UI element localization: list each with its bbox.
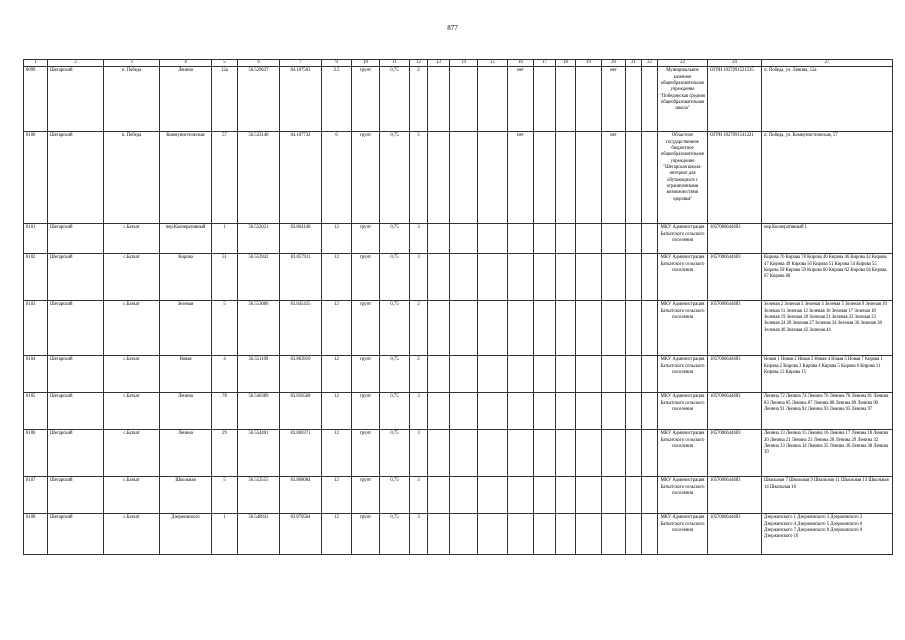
cell-c12: 3: [410, 477, 428, 514]
cell-street: Зеленая: [160, 301, 212, 356]
cell-ogrn: ОГРН 1027091541221: [708, 132, 762, 224]
cell-house: 1: [212, 514, 238, 555]
cell-c12: 2: [410, 356, 428, 393]
cell-settlement: с.Баткат: [104, 224, 160, 254]
cell-c10: грунт: [352, 514, 380, 555]
cell-empty: [576, 356, 602, 393]
cell-lat: 56.553006: [238, 301, 280, 356]
cell-empty: [556, 356, 576, 393]
cell-empty: [556, 301, 576, 356]
cell-org: МКУ Администрация Баткатского сельского поселения: [658, 477, 708, 514]
table-row: [24, 67, 893, 132]
cell-district: Шегарский: [48, 132, 104, 224]
cell-lon: 83.864148: [280, 224, 322, 254]
cell-empty: [534, 224, 556, 254]
column-header: 11: [380, 60, 410, 67]
cell-house: 1: [212, 224, 238, 254]
cell-empty: [534, 477, 556, 514]
cell-street: Дзержинского: [160, 514, 212, 555]
cell-c10: грунт: [352, 356, 380, 393]
cell-n: 8100: [24, 132, 48, 224]
cell-address: пер.Кооперативный 1: [762, 224, 893, 254]
column-header: 7: [280, 60, 322, 67]
cell-empty: [626, 67, 642, 132]
cell-c16: нет: [508, 132, 534, 224]
cell-lon: 83.857911: [280, 254, 322, 301]
cell-lon: 83.863910: [280, 356, 322, 393]
cell-c9: 12: [322, 477, 352, 514]
cell-empty: [478, 301, 508, 356]
column-header: 3: [104, 60, 160, 67]
cell-settlement: п. Победа: [104, 132, 160, 224]
cell-empty: [478, 67, 508, 132]
column-header: 27: [762, 60, 893, 67]
cell-ogrn: 1057006644683: [708, 356, 762, 393]
cell-org: МКУ Администрация Баткатского сельского поселения: [658, 224, 708, 254]
cell-empty: [556, 254, 576, 301]
cell-n: 8105: [24, 393, 48, 430]
cell-lat: 56.552021: [238, 224, 280, 254]
column-header: 24: [708, 60, 762, 67]
cell-empty: [556, 477, 576, 514]
cell-empty: [534, 356, 556, 393]
cell-org: МКУ Администрация Баткатского сельского поселения: [658, 356, 708, 393]
cell-empty: [626, 477, 642, 514]
cell-settlement: с.Баткат: [104, 254, 160, 301]
cell-empty: [428, 254, 450, 301]
cell-lat: 56.548941: [238, 514, 280, 555]
cell-house: 5: [212, 301, 238, 356]
cell-street: Кирова: [160, 254, 212, 301]
cell-c20: [602, 430, 626, 477]
cell-empty: [450, 132, 478, 224]
cell-empty: [626, 132, 642, 224]
cell-empty: [642, 477, 658, 514]
cell-empty: [478, 132, 508, 224]
cell-c10: грунт: [352, 254, 380, 301]
cell-house: 5: [212, 477, 238, 514]
cell-c16: нет: [508, 67, 534, 132]
cell-empty: [642, 132, 658, 224]
cell-empty: [428, 356, 450, 393]
cell-empty: [478, 224, 508, 254]
cell-c16: [508, 301, 534, 356]
cell-settlement: с.Баткат: [104, 301, 160, 356]
table-row: [24, 430, 893, 477]
cell-street: Ленина: [160, 393, 212, 430]
cell-c20: [602, 477, 626, 514]
cell-district: Шегарский: [48, 514, 104, 555]
cell-street: Коммунистическая: [160, 132, 212, 224]
cell-c9: 12: [322, 393, 352, 430]
cell-empty: [642, 430, 658, 477]
cell-address: Зеленая 2 Зеленая 3 Зеленая 4 Зеленая 5 Зеленая 9 Зеленая 10 Зеленая 11 Зеленая 12 Зеленая 16 Зеленая 17 Зеленая 18 Зеленая 19 Зеленая 20 Зеленая 21 Зеленая 22 Зеленая 23 Зеленая 24 28 Зеленая 27 Зеленая 34 Зеленая 36 Зеленая 38 Зеленая 40 Зеленая 42 Зеленая 44: [762, 301, 893, 356]
cell-lon: 83.856568: [280, 393, 322, 430]
cell-c9: 12: [322, 224, 352, 254]
cell-empty: [450, 224, 478, 254]
cell-c11: 0,75: [380, 254, 410, 301]
cell-c12: 3: [410, 393, 428, 430]
cell-empty: [478, 514, 508, 555]
cell-empty: [556, 430, 576, 477]
cell-street: Ленина: [160, 67, 212, 132]
cell-empty: [642, 254, 658, 301]
cell-empty: [642, 67, 658, 132]
cell-empty: [576, 430, 602, 477]
cell-org: Муниципальное казенное общеобразовательное учреждение "Побединская средняя общеобразовательная школа": [658, 67, 708, 132]
cell-empty: [450, 393, 478, 430]
cell-c16: [508, 356, 534, 393]
cell-empty: [428, 301, 450, 356]
cell-empty: [642, 356, 658, 393]
cell-empty: [626, 430, 642, 477]
cell-settlement: с.Баткат: [104, 393, 160, 430]
column-header: 16: [508, 60, 534, 67]
cell-c11: 0,75: [380, 514, 410, 555]
cell-empty: [478, 254, 508, 301]
column-header: 20: [602, 60, 626, 67]
cell-house: 12а: [212, 67, 238, 132]
cell-c11: 0,75: [380, 430, 410, 477]
cell-address: п. Победа, ул. Коммунистическая, 57: [762, 132, 893, 224]
column-header: 5: [212, 60, 238, 67]
cell-settlement: с.Баткат: [104, 430, 160, 477]
cell-n: 8101: [24, 224, 48, 254]
cell-org: МКУ Администрация Баткатского сельского поселения: [658, 301, 708, 356]
cell-c10: грунт: [352, 67, 380, 132]
cell-district: Шегарский: [48, 393, 104, 430]
cell-house: 51: [212, 254, 238, 301]
column-header: 22: [642, 60, 658, 67]
cell-c9: 12: [322, 254, 352, 301]
cell-c11: 0,75: [380, 393, 410, 430]
cell-c11: 0,75: [380, 356, 410, 393]
cell-address: Школьная 7 Школьная 9 Школьная 11 Школьная 13 Школьная 14 Школьная 16: [762, 477, 893, 514]
cell-lat: 56.553942: [238, 254, 280, 301]
cell-empty: [478, 356, 508, 393]
cell-empty: [576, 477, 602, 514]
cell-org: МКУ Администрация Баткатского сельского поселения: [658, 254, 708, 301]
cell-address: Ленина 72 Ленина 74 Ленина 76 Ленина 78 Ленина 81 Ленина 83 Ленина 85 Ленина 87 Ленина 88 Ленина 89 Ленина 90 Ленина 91 Ленина 92 Ленина 93 Ленина 95 Ленина 97: [762, 393, 893, 430]
cell-c20: [602, 224, 626, 254]
cell-c12: 5: [410, 132, 428, 224]
column-header: 9: [322, 60, 352, 67]
cell-lat: 56.533140: [238, 132, 280, 224]
column-header: 13: [428, 60, 450, 67]
cell-empty: [642, 393, 658, 430]
cell-empty: [626, 356, 642, 393]
cell-empty: [450, 514, 478, 555]
cell-n: 8103: [24, 301, 48, 356]
cell-c12: 3: [410, 224, 428, 254]
table-row: [24, 393, 893, 430]
cell-c20: [602, 393, 626, 430]
cell-c11: 0,75: [380, 477, 410, 514]
column-header: 18: [556, 60, 576, 67]
cell-org: МКУ Администрация Баткатского сельского поселения: [658, 430, 708, 477]
cell-empty: [576, 301, 602, 356]
cell-lon: 83.845435: [280, 301, 322, 356]
cell-street: Школьная: [160, 477, 212, 514]
cell-empty: [428, 224, 450, 254]
cell-ogrn: 1057006644683: [708, 430, 762, 477]
cell-c9: 12: [322, 356, 352, 393]
cell-c10: грунт: [352, 430, 380, 477]
cell-org: МКУ Администрация Баткатского сельского поселения: [658, 393, 708, 430]
cell-empty: [534, 514, 556, 555]
cell-lon: 83.868084: [280, 477, 322, 514]
cell-empty: [428, 393, 450, 430]
cell-c12: 2: [410, 301, 428, 356]
cell-house: 57: [212, 132, 238, 224]
table-row: [24, 254, 893, 301]
cell-ogrn: 1057006644683: [708, 254, 762, 301]
cell-empty: [534, 301, 556, 356]
cell-empty: [428, 67, 450, 132]
cell-empty: [478, 430, 508, 477]
cell-c20: [602, 301, 626, 356]
register-table: [23, 59, 893, 555]
cell-empty: [478, 477, 508, 514]
column-header: 10: [352, 60, 380, 67]
cell-empty: [556, 224, 576, 254]
cell-lat: 56.546389: [238, 393, 280, 430]
cell-c16: [508, 224, 534, 254]
cell-address: Дзержинского 1 Дзержинского 3 Дзержинского 3 Дзержинского 4 Дзержинского 5 Дзержинского 6 Дзержинского 7 Дзержинского 8 Дзержинского 9 Дзержинского 10: [762, 514, 893, 555]
table-row: [24, 356, 893, 393]
cell-house: 78: [212, 393, 238, 430]
cell-c11: 0,75: [380, 67, 410, 132]
cell-district: Шегарский: [48, 301, 104, 356]
cell-org: МКУ Администрация Баткатского сельского поселения: [658, 514, 708, 555]
cell-empty: [576, 254, 602, 301]
column-header: 15: [478, 60, 508, 67]
cell-c10: грунт: [352, 224, 380, 254]
page-number: 877: [447, 24, 458, 32]
cell-address: п. Победа, ул. Ленина, 12а: [762, 67, 893, 132]
column-header: 21: [626, 60, 642, 67]
cell-house: 4: [212, 356, 238, 393]
cell-settlement: с.Баткат: [104, 477, 160, 514]
cell-empty: [556, 132, 576, 224]
cell-empty: [428, 132, 450, 224]
cell-empty: [478, 393, 508, 430]
cell-lon: 84.107503: [280, 67, 322, 132]
cell-c11: 0,75: [380, 132, 410, 224]
cell-ogrn: 1057006644683: [708, 224, 762, 254]
cell-empty: [626, 393, 642, 430]
cell-c11: 0,75: [380, 301, 410, 356]
column-header: 4: [160, 60, 212, 67]
cell-n: 8107: [24, 477, 48, 514]
cell-empty: [576, 514, 602, 555]
cell-c10: грунт: [352, 477, 380, 514]
cell-settlement: с.Баткат: [104, 356, 160, 393]
cell-district: Шегарский: [48, 254, 104, 301]
cell-n: 8108: [24, 514, 48, 555]
cell-empty: [626, 254, 642, 301]
cell-lon: 83.869371: [280, 430, 322, 477]
cell-district: Шегарский: [48, 356, 104, 393]
column-header: 14: [450, 60, 478, 67]
table-row: [24, 224, 893, 254]
cell-district: Шегарский: [48, 67, 104, 132]
column-header: 17: [534, 60, 556, 67]
cell-c16: [508, 477, 534, 514]
cell-c20: нет: [602, 132, 626, 224]
cell-empty: [450, 301, 478, 356]
cell-c20: нет: [602, 67, 626, 132]
cell-c20: [602, 254, 626, 301]
cell-c10: грунт: [352, 301, 380, 356]
cell-street: пер.Кооперативный: [160, 224, 212, 254]
cell-empty: [428, 430, 450, 477]
cell-empty: [450, 477, 478, 514]
cell-empty: [576, 67, 602, 132]
cell-empty: [642, 301, 658, 356]
cell-settlement: с.Баткат: [104, 514, 160, 555]
table-row: [24, 301, 893, 356]
cell-ogrn: ОГРН 1027091521535: [708, 67, 762, 132]
cell-lat: 56.529637: [238, 67, 280, 132]
cell-ogrn: 1057006644683: [708, 393, 762, 430]
column-header: 2: [48, 60, 104, 67]
cell-c9: 12: [322, 514, 352, 555]
cell-ogrn: 1057006644683: [708, 514, 762, 555]
cell-empty: [626, 224, 642, 254]
cell-c20: [602, 514, 626, 555]
column-header: 1: [24, 60, 48, 67]
cell-ogrn: 1057006644683: [708, 477, 762, 514]
cell-c9: 6: [322, 132, 352, 224]
cell-empty: [556, 514, 576, 555]
column-header: 23: [658, 60, 708, 67]
cell-empty: [428, 477, 450, 514]
cell-c12: 3: [410, 254, 428, 301]
cell-empty: [576, 393, 602, 430]
cell-street: Новая: [160, 356, 212, 393]
cell-c16: [508, 514, 534, 555]
cell-empty: [576, 132, 602, 224]
cell-address: Ленина 13 Ленина 15 Ленина 16 Ленина 17 Ленина 18 Ленина 20 Ленина 21 Ленина 23 Ленина 28 Ленина 29 Ленина 32 Ленина 33 Ленина 34 Ленина 35 Ленина 36 Ленина 38 Ленина 39: [762, 430, 893, 477]
cell-empty: [626, 514, 642, 555]
cell-lat: 56.552555: [238, 477, 280, 514]
cell-district: Шегарский: [48, 477, 104, 514]
cell-district: Шегарский: [48, 430, 104, 477]
cell-c9: 12: [322, 430, 352, 477]
table-row: [24, 477, 893, 514]
cell-c16: [508, 393, 534, 430]
cell-n: 8102: [24, 254, 48, 301]
cell-empty: [428, 514, 450, 555]
cell-street: Ленина: [160, 430, 212, 477]
cell-c9: 12: [322, 301, 352, 356]
cell-c9: 2.5: [322, 67, 352, 132]
cell-lon: 84.107732: [280, 132, 322, 224]
cell-c12: 3: [410, 514, 428, 555]
table-row: [24, 514, 893, 555]
cell-empty: [642, 514, 658, 555]
cell-c12: 3: [410, 430, 428, 477]
cell-empty: [576, 224, 602, 254]
cell-c11: 0,75: [380, 224, 410, 254]
cell-empty: [450, 254, 478, 301]
cell-c20: [602, 356, 626, 393]
cell-n: 8106: [24, 430, 48, 477]
cell-empty: [556, 67, 576, 132]
cell-n: 8104: [24, 356, 48, 393]
cell-c10: грунт: [352, 132, 380, 224]
cell-c16: [508, 430, 534, 477]
cell-empty: [450, 356, 478, 393]
cell-ogrn: 1057006644683: [708, 301, 762, 356]
cell-address: Новая 1 Новая 2 Новая 3 Новая 4 Новая 5 Новая 7 Кирова 1 Кирова 2 Кирова 3 Кирова 4 Кирова 5 Кирова 6 Кирова 11 Кирова 13 Кирова 15: [762, 356, 893, 393]
cell-empty: [534, 430, 556, 477]
header-row: [24, 60, 893, 67]
cell-empty: [534, 393, 556, 430]
column-header: 6: [238, 60, 280, 67]
cell-lat: 56.551109: [238, 356, 280, 393]
cell-empty: [626, 301, 642, 356]
cell-empty: [450, 67, 478, 132]
cell-c10: грунт: [352, 393, 380, 430]
cell-org: Областное государственное бюджетное общеобразовательное учреждение "Шегарская школа-интернат для обучающихся с ограниченными возможностями здоровья": [658, 132, 708, 224]
cell-house: 29: [212, 430, 238, 477]
cell-lon: 83.870564: [280, 514, 322, 555]
cell-empty: [534, 67, 556, 132]
cell-n: 8099: [24, 67, 48, 132]
column-header: 12: [410, 60, 428, 67]
cell-c16: [508, 254, 534, 301]
cell-empty: [556, 393, 576, 430]
cell-c12: 2: [410, 67, 428, 132]
cell-empty: [450, 430, 478, 477]
cell-settlement: п. Победа: [104, 67, 160, 132]
cell-address: Кирова 76 Кирова 78 Кирова 40 Кирова 46 Кирова 42 Кирова 47 Кирова 49 Кирова 50 Кирова 51 Кирова 54 Кирова 55 Кирова 58 Кирова 59 Кирова 60 Кирова 62 Кирова 64 Кирова 67 Кирова 68: [762, 254, 893, 301]
cell-district: Шегарский: [48, 224, 104, 254]
column-header: 19: [576, 60, 602, 67]
table-row: [24, 132, 893, 224]
cell-empty: [534, 254, 556, 301]
cell-empty: [642, 224, 658, 254]
cell-lat: 56.554401: [238, 430, 280, 477]
cell-empty: [534, 132, 556, 224]
